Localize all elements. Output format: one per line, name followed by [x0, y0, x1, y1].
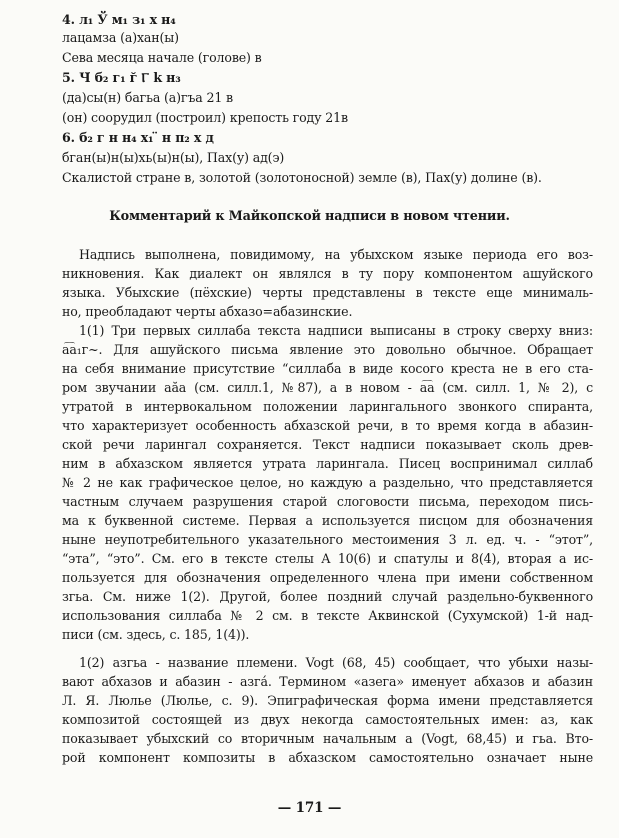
paragraph-2-line: ма к буквенной системе. Первая а используется писцом для обозначения — [62, 513, 593, 528]
paragraph-2-line: ныне неупотребительного указательного местоимения 3 л. ед. ч. - “этот”, — [62, 532, 593, 547]
transcription-line-4: 5. Ч̆ б₂ г₁ г̆ Ⲅ k н₃ — [62, 70, 181, 85]
paragraph-2-line: “эта”, “это”. См. его в тексте стелы А 10(6) и спатулы и 8(4), вторая а ис- — [62, 551, 593, 566]
paragraph-2-line: ром звучании аӑа (см. силл.1, №87), а в новом - а͡а (см. силл. 1, № 2), с — [62, 380, 593, 395]
transcription-line-7: 6. б₂ г н н₄ х₁ ̈ н п₂ х д — [62, 130, 214, 145]
paragraph-1-line: никновения. Как диалект он являлся в ту пору компонентом ашуйского — [62, 266, 593, 281]
section-heading: Комментарий к Майкопской надписи в новом чтении. — [109, 209, 510, 224]
paragraph-2-line: писи (см. здесь, с. 185, 1(4)). — [62, 627, 250, 642]
paragraph-3-line: вают абхазов и абазин - азга́. Термином «азега» именует абхазов и абазин — [62, 674, 593, 689]
transcription-line-6: (он) соорудил (построил) крепость году 21в — [62, 110, 348, 125]
paragraph-3-line: Л. Я. Люлье (Люлье, с. 9). Эпиграфическая форма имени представляется — [62, 693, 593, 708]
paragraph-2-line: 1(1) Три первых силлаба текста надписи выписаны в строку сверху вниз: — [79, 323, 593, 338]
transcription-line-3: Сева месяца начале (голове) в — [62, 50, 262, 65]
paragraph-3-line: рой компонент композиты в абхазском самостоятельно означает ныне — [62, 750, 593, 765]
transcription-line-1: 4. л₁ Ў м₁ з₁ х н₄ — [62, 12, 176, 27]
paragraph-2-line: использования силлаба № 2 см. в тексте Аквинской (Сухумской) 1-й над- — [62, 608, 593, 623]
paragraph-2-line: № 2 не как графическое целое, но каждую а раздельно, что представляется — [62, 475, 593, 490]
transcription-line-8: бган(ы)н(ы)хь(ы)н(ы), Пах(у) ад(э) — [62, 150, 285, 165]
paragraph-2-line: згьа. См. ниже 1(2). Другой, более поздний случай раздельно-буквенного — [62, 589, 593, 604]
paragraph-3-line: показывает убыхский со вторичным начальным а (Vogt, 68,45) и гьа. Вто- — [62, 731, 593, 746]
paragraph-2-line: ним в абхазском является утрата ларингала. Писец воспринимал силлаб — [62, 456, 593, 471]
transcription-line-5: (да)сы(н) багьа (а)гъа 21 в — [62, 90, 233, 105]
transcription-line-9: Скалистой стране в, золотой (золотоносной) земле (в), Пах(у) долине (в). — [62, 170, 542, 185]
paragraph-2-line: частным случаем разрушения старой слоговости письма, переходом пись- — [62, 494, 593, 509]
paragraph-2-line: что характеризует особенность абхазской речи, в то время когда в абазин- — [62, 418, 593, 433]
paragraph-3-line: композитой состоящей из двух некогда самостоятельных имен: аз, как — [62, 712, 593, 727]
page-number: — 171 — — [277, 800, 342, 816]
paragraph-2-line: утратой в интервокальном положении ларингального звонкого спиранта, — [62, 399, 593, 414]
paragraph-1-line: языка. Убыхские (пёхские) черты представлены в тексте еще минималь- — [62, 285, 593, 300]
paragraph-3-line: 1(2) азгьа - название племени. Vogt (68, 45) сообщает, что убыхи назы- — [79, 655, 593, 670]
paragraph-1-line: Надпись выполнена, повидимому, на убыхском языке периода его воз- — [79, 247, 593, 262]
paragraph-2-line: ской речи ларингал сохраняется. Текст надписи показывает сколь древ- — [62, 437, 593, 452]
paragraph-2-line: а͡а₁г~. Для ашуйского письма явление это довольно обычное. Обращает — [62, 342, 593, 357]
transcription-line-2: лацамза (а)хан(ы) — [62, 30, 179, 45]
paragraph-2-line: на себя внимание присутствие “силлаба в виде косого креста не в его ста- — [62, 361, 593, 376]
paragraph-2-line: пользуется для обозначения определенного члена при имени собственном — [62, 570, 593, 585]
paragraph-1-line: но, преобладают черты абхазо=абазинские. — [62, 304, 353, 319]
